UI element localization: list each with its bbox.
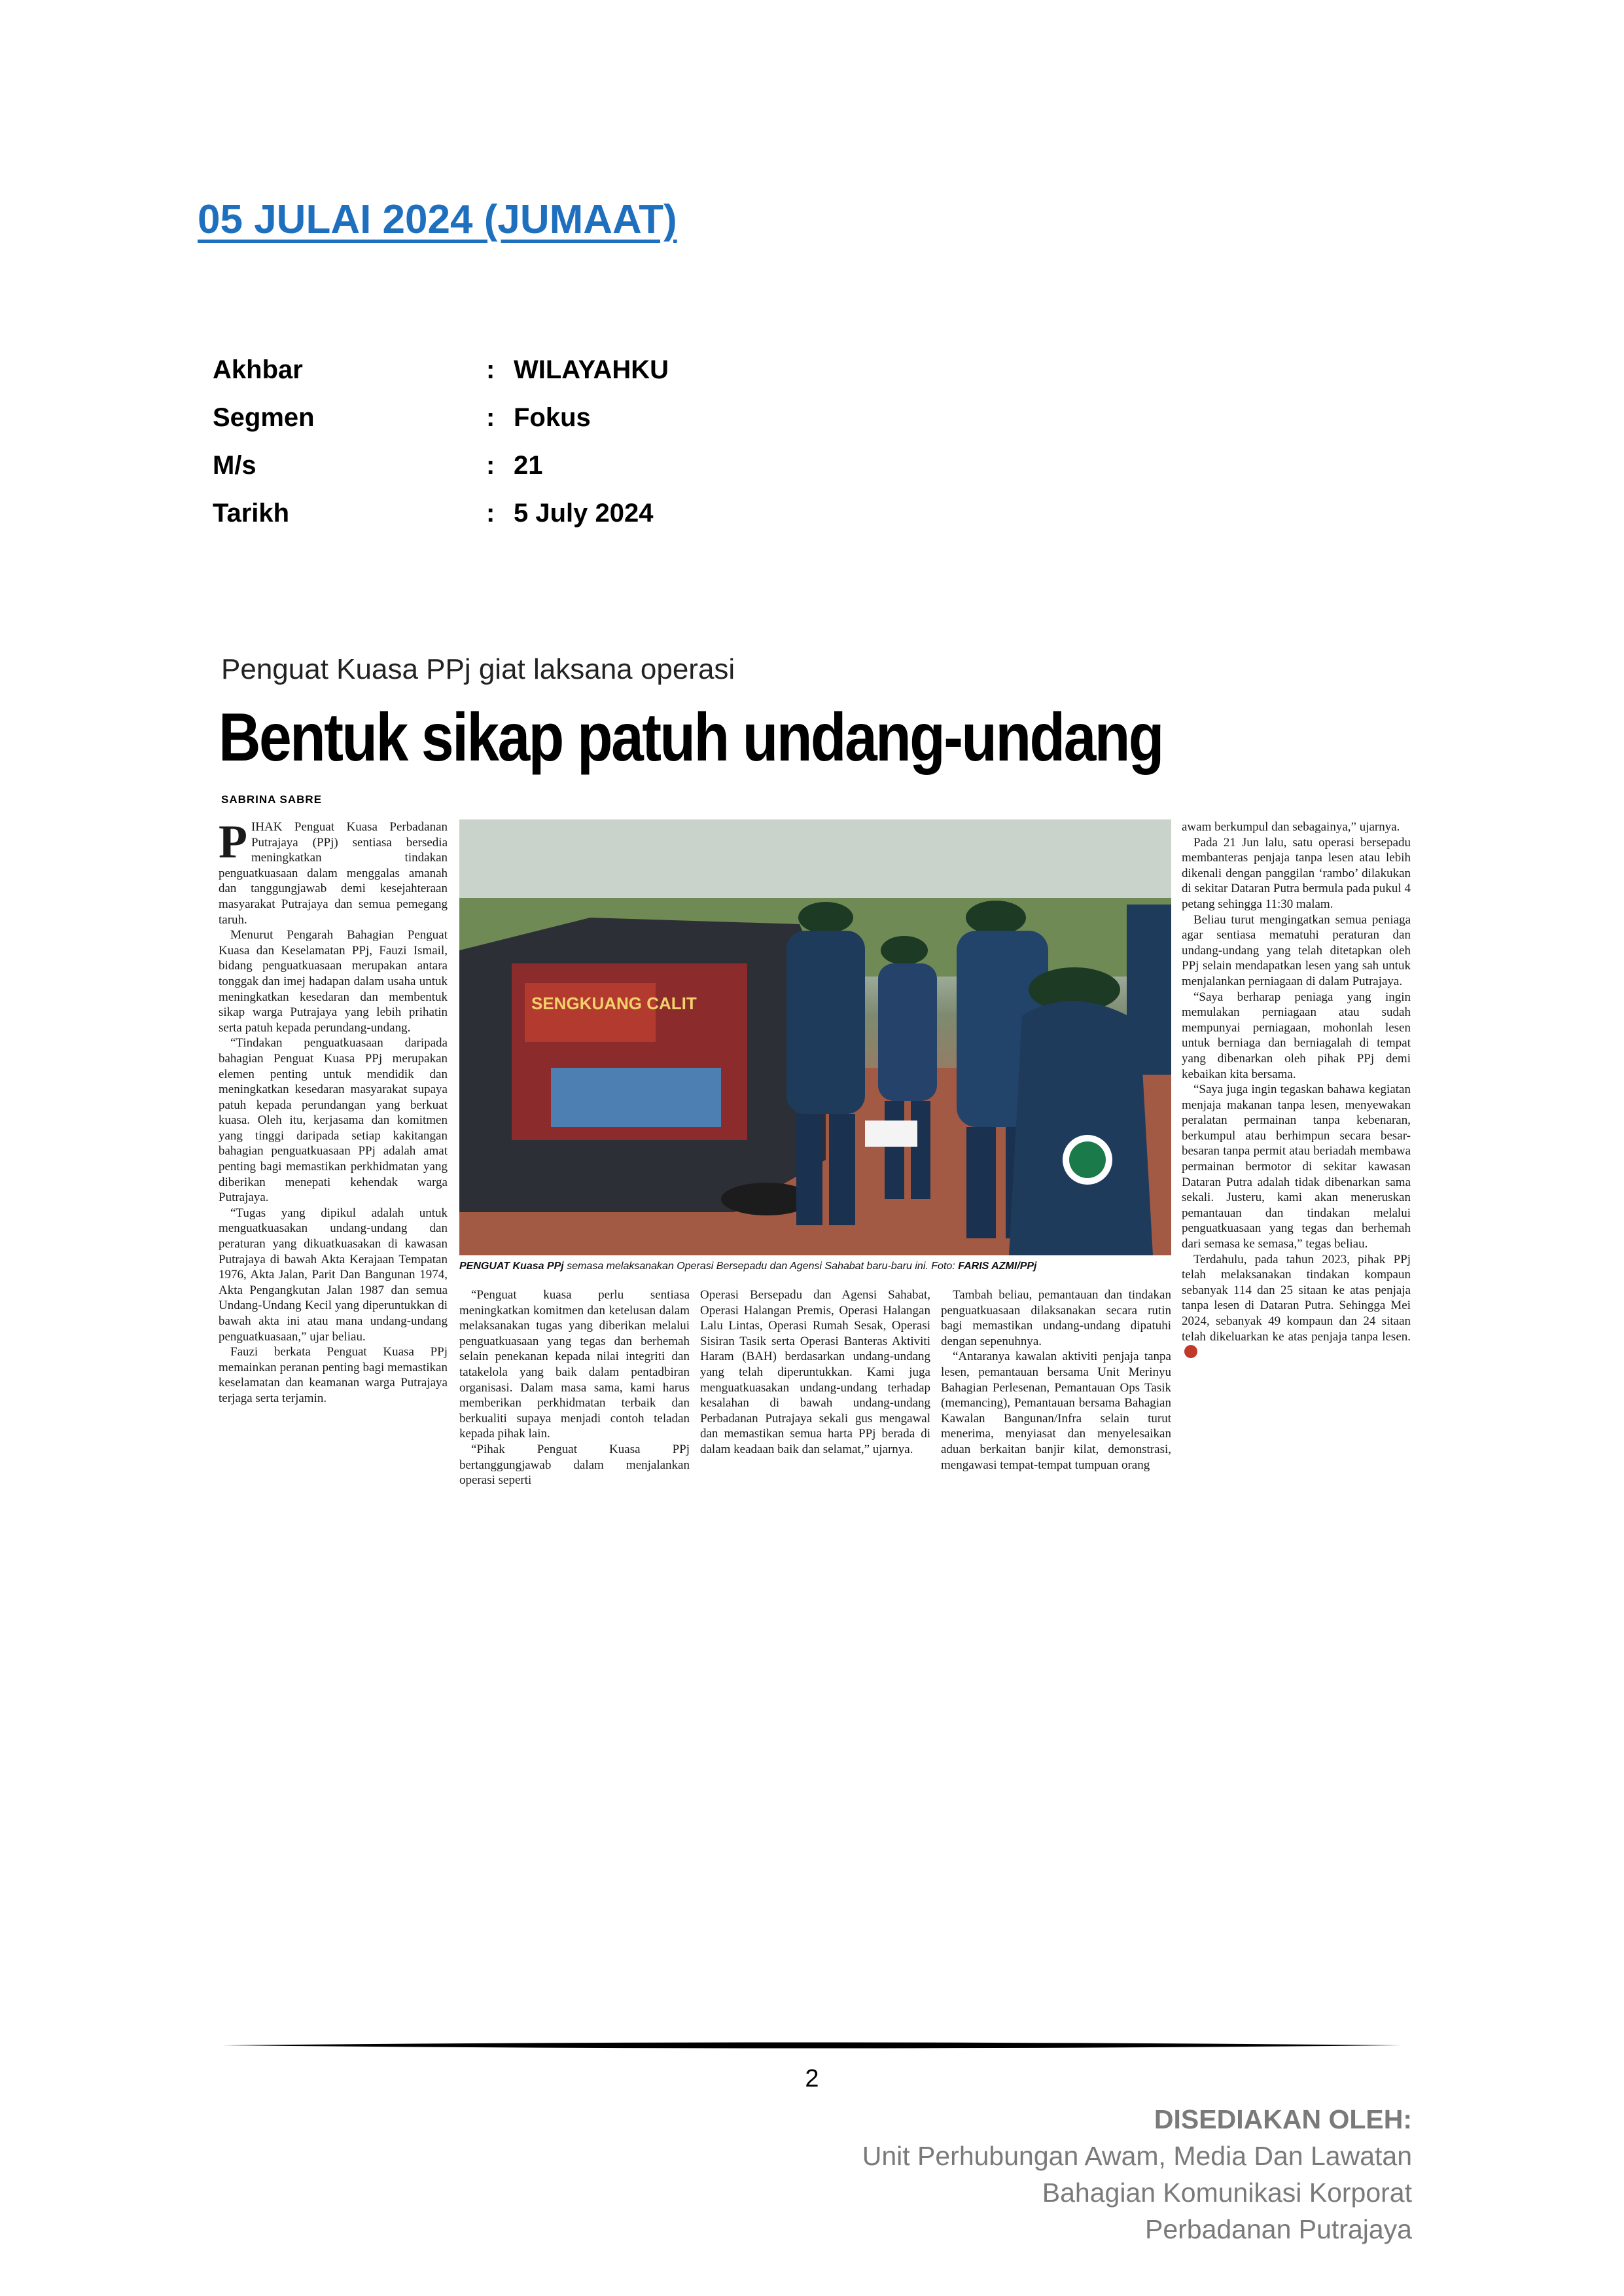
meta-value: WILAYAHKU bbox=[514, 355, 669, 384]
article-paragraph: PIHAK Penguat Kuasa Perbadanan Putrajaya (PPj) sentiasa bersedia meningkatkan tindakan penguatkuasaan dalam menggalas amanah dan tanggungjawab demi kesejahteraan masyarakat Putrajaya dan semua pemegang taruh. bbox=[219, 816, 448, 927]
meta-colon: : bbox=[486, 403, 495, 432]
photo-cooler-box bbox=[551, 1068, 721, 1127]
meta-label: Akhbar bbox=[213, 355, 303, 384]
meta-label: Segmen bbox=[213, 403, 315, 432]
article-paragraph: “Saya berharap peniaga yang ingin memulakan perniagaan atau sudah mempunyai perniagaan, mohonlah lesen untuk berniaga dan berniagalah di tempat yang dibenarkan oleh pihak PPj demi kebaikan kita bersama. bbox=[1182, 990, 1411, 1081]
photo-background-officers bbox=[1127, 905, 1171, 1075]
photo-illustration bbox=[459, 819, 1171, 1255]
article-paragraph: “Tindakan penguatkuasaan daripada bahagian Penguat Kuasa PPj merupakan elemen penting untuk mendidik dan meningkatkan kesedaran masyarakat supaya patuh kepada perundangan yang berkuat kuasa. Oleh itu, kerjasama dan komitmen yang tinggi daripada setiap kakitangan bahagian penguatkuasaan PPj adalah amat penting bagi memastikan perkhidmatan yang diberikan menepati kehendak warga Putrajaya. bbox=[219, 1036, 448, 1205]
article-kicker: Penguat Kuasa PPj giat laksana operasi bbox=[221, 653, 735, 685]
article-paragraph: Fauzi berkata Penguat Kuasa PPj memainkan peranan penting bagi memastikan keselamatan dan keamanan warga Putrajaya terjaga serta terjamin. bbox=[219, 1345, 448, 1405]
article-byline: SABRINA SABRE bbox=[221, 793, 323, 806]
meta-value: Fokus bbox=[514, 403, 591, 432]
photo-caption: PENGUAT Kuasa PPj semasa melaksanakan Operasi Bersepadu dan Agensi Sahabat baru-baru ini. Foto: FARIS AZMI/PPj bbox=[459, 1261, 1037, 1272]
prepared-by-title: DISEDIAKAN OLEH: bbox=[1154, 2104, 1412, 2134]
date-heading: 05 JULAI 2024 (JUMAAT) bbox=[198, 197, 677, 242]
meta-colon: : bbox=[486, 451, 495, 480]
article-paragraph: awam berkumpul dan sebagainya,” ujarnya. bbox=[1182, 820, 1400, 834]
article-column-3 bbox=[700, 1287, 930, 1458]
prepared-by-unit: Unit Perhubungan Awam, Media Dan Lawatan bbox=[862, 2141, 1412, 2171]
meta-label: M/s bbox=[213, 451, 256, 480]
article-end-icon bbox=[1184, 1345, 1197, 1358]
meta-value: 5 July 2024 bbox=[514, 499, 654, 528]
article-column-5 bbox=[1182, 819, 1411, 1360]
prepared-by-division: Bahagian Komunikasi Korporat bbox=[1042, 2178, 1412, 2208]
photo-notepad bbox=[865, 1121, 917, 1147]
photo-sign-text: SENGKUANG CALIT bbox=[531, 994, 697, 1013]
article-paragraph: Menurut Pengarah Bahagian Penguat Kuasa dan Keselamatan PPj, Fauzi Ismail, bidang penguatkuasaan merupakan antara tonggak dan imej hadapan dalam usaha untuk meningkatkan kesedaran dan membentuk sikap warga Putrajaya yang lebih prihatin serta patuh kepada perundang-undang. bbox=[219, 928, 448, 1035]
article-paragraph: “Tugas yang dipikul adalah untuk menguatkuasakan undang-undang dan peraturan yang dikuatkuasakan di kawasan Putrajaya di bawah Akta Kerajaan Tempatan 1976, Akta Jalan, Parit Dan Bangunan 1974, Akta Pengangkutan Jalan 1987 dan semua Undang-Undang Kecil yang diperuntukkan di bawah akta ini atau mana undang-undang penguatkuasaan,” ujar beliau. bbox=[219, 1206, 448, 1344]
article-paragraph: “Pihak Penguat Kuasa PPj bertanggungjawab dalam menjalankan operasi seperti bbox=[459, 1442, 690, 1488]
article-column-2 bbox=[459, 1287, 690, 1488]
page-number: 2 bbox=[805, 2065, 819, 2092]
article-photo bbox=[459, 819, 1171, 1255]
article-column-4 bbox=[941, 1287, 1171, 1473]
article-paragraph: “Antaranya kawalan aktiviti penjaja tanpa lesen, pemantauan bersama Unit Merinyu Bahagian Perlesenan, Pemantauan Ops Tasik (memancing), Pemantauan bersama Bahagian Kawalan Bangunan/Infra selain turut menerima, menyiasat dan menyelesaikan aduan berkaitan banjir kilat, demonstrasi, mengawasi tempat-tempat tumpuan orang bbox=[941, 1350, 1171, 1472]
article-paragraph: Tambah beliau, pemantauan dan tindakan penguatkuasaan dilaksanakan secara rutin bagi memastikan undang-undang dipatuhi dengan sepenuhnya. bbox=[941, 1288, 1171, 1348]
prepared-by-organisation: Perbadanan Putrajaya bbox=[1144, 2214, 1412, 2244]
article-paragraph: Pada 21 Jun lalu, satu operasi bersepadu membanteras penjaja tanpa lesen atau lebih dikenali dengan panggilan ‘rambo’ dilakukan di sekitar Dataran Putra bermula pada pukul 4 petang sehingga 11:30 malam. bbox=[1182, 835, 1411, 911]
newspaper-clipping bbox=[216, 648, 1413, 1617]
meta-value: 21 bbox=[514, 451, 543, 480]
meta-colon: : bbox=[486, 355, 495, 384]
article-paragraph: “Saya juga ingin tegaskan bahawa kegiatan menjaja makanan tanpa lesen, menyewakan peralatan permainan tanpa kebenaran, berkumpul atau berhimpun secara besar-besaran tanpa permit atau beriadah membawa permainan bermotor di sekitar kawasan Dataran Putra adalah tidak dibenarkan sama sekali. Justeru, kami akan meneruskan pemantauan dan tindakan melalui penguatkuasaan yang tegas dan berhemah dari semasa ke semasa,” tegas beliau. bbox=[1182, 1083, 1411, 1251]
article-headline: Bentuk sikap patuh undang-undang bbox=[219, 700, 1163, 776]
article-paragraph: Beliau turut mengingatkan semua peniaga agar sentiasa mematuhi peraturan dan undang-undang yang telah ditetapkan oleh PPj selain mendapatkan lesen yang sah untuk menjalankan perniagaan di dalam Putrajaya. bbox=[1182, 912, 1411, 988]
article-paragraph: Operasi Bersepadu dan Agensi Sahabat, Operasi Halangan Premis, Operasi Halangan Lalu Lintas, Operasi Rumah Sesak, Operasi Sisiran Tasik serta Operasi Banteras Aktiviti Haram (BAH) berdasarkan undang-undang yang telah diperuntukkan. Kami juga menguatkuasakan undang-undang terhadap kesalahan di bawah undang-undang Perbadanan Putrajaya sekali gus mengawal dan memastikan semua harta PPj berada di dalam keadaan baik dan selamat,” ujarnya. bbox=[700, 1288, 930, 1456]
meta-label: Tarikh bbox=[213, 499, 290, 528]
footer-divider bbox=[222, 2041, 1402, 2050]
article-column-1 bbox=[219, 816, 448, 1407]
drop-cap: P bbox=[219, 816, 247, 868]
article-paragraph: “Penguat kuasa perlu sentiasa meningkatkan komitmen dan ketelusan dalam melaksanakan tugas yang diberikan melalui penguatkuasaan yang tegas dan berhemah selain penekanan kepada nilai integriti dan tatakelola yang baik dalam pentadbiran organisasi. Dalam masa sama, kami harus memberikan perkhidmatan terbaik dan berkualiti supaya menjadi contoh teladan kepada pihak lain. bbox=[459, 1288, 690, 1441]
article-paragraph: Terdahulu, pada tahun 2023, pihak PPj telah melaksanakan tindakan kompaun sebanyak 114 dan 25 sitaan ke atas penjaja tanpa lesen di Dataran Putra. Sehingga Mei 2024, sebanyak 49 kompaun dan 24 sitaan telah dikeluarkan ke atas penjaja tanpa lesen. bbox=[1182, 1252, 1411, 1360]
meta-colon: : bbox=[486, 499, 495, 528]
prepared-by-block bbox=[862, 2101, 1412, 2248]
